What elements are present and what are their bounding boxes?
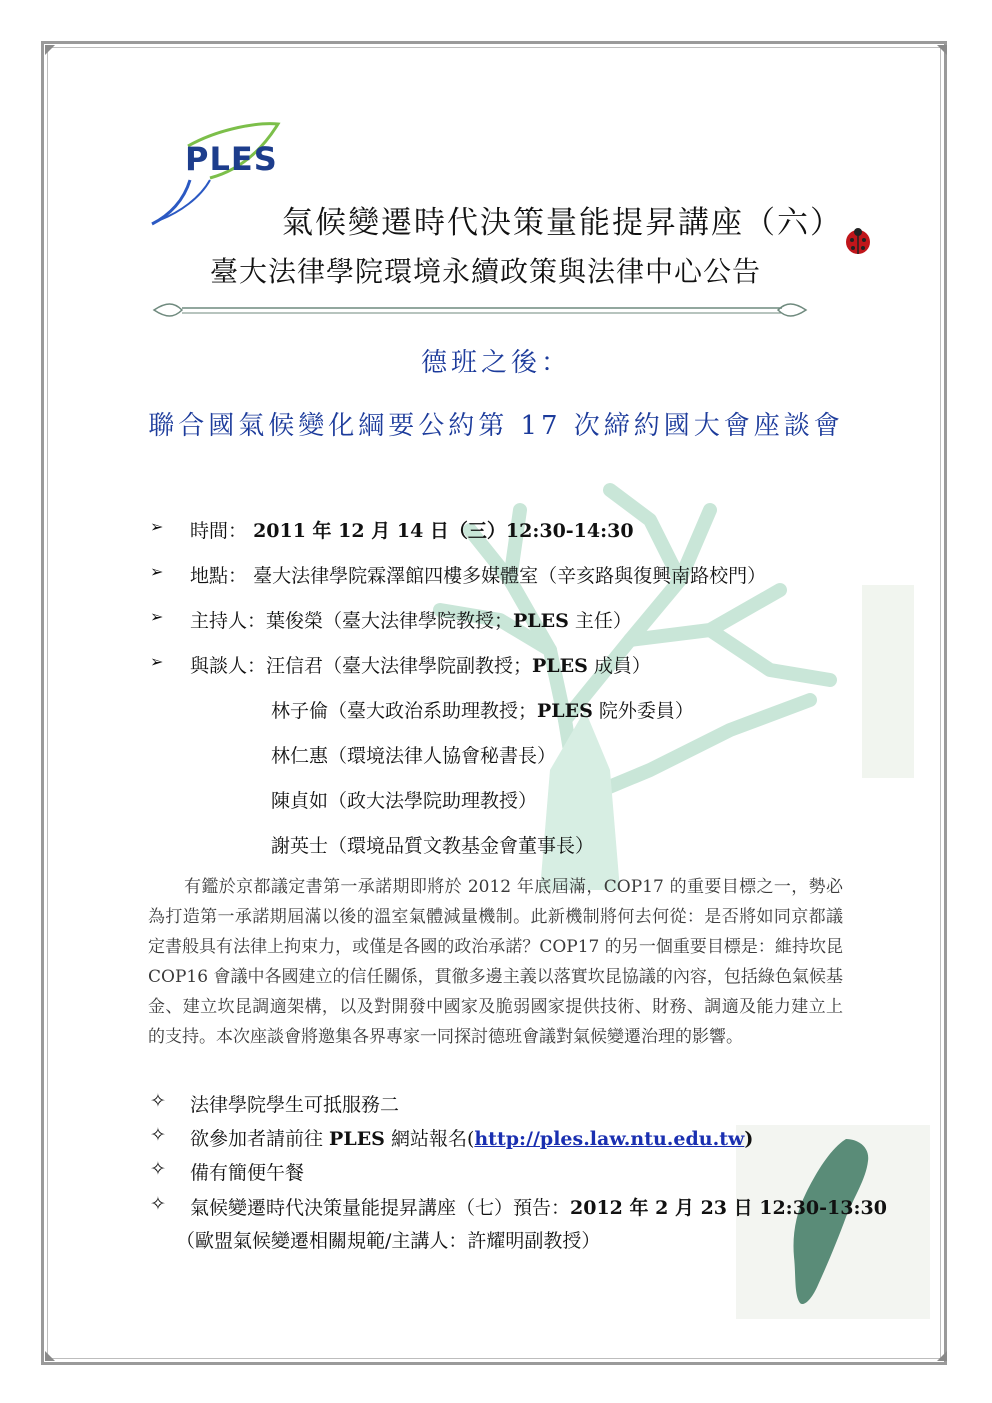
time-value: 2011 年 12 月 14 日（三）12:30-14:30 <box>253 520 634 542</box>
note-lunch: 備有簡便午餐 <box>190 1162 305 1184</box>
panelist-role: 成員） <box>587 655 651 677</box>
place-value: 臺大法律學院霖澤館四樓多媒體室（辛亥路與復興南路校門） <box>253 565 767 587</box>
lecture-series-title: 氣候變遷時代決策量能提昇講座（六） <box>282 205 843 241</box>
registration-org: PLES <box>329 1128 385 1150</box>
decorative-panel <box>862 585 914 778</box>
note-next-lecture <box>190 1193 887 1220</box>
panelist-org: PLES <box>532 655 588 677</box>
host-text: 主持人：葉俊榮（臺大法律學院教授； <box>190 610 514 632</box>
panelist-role: 院外委員） <box>592 700 694 722</box>
time-label: 時間： <box>190 520 248 542</box>
next-lecture-text: 氣候變遷時代決策量能提昇講座（七）預告： <box>190 1197 571 1219</box>
corner-ornament <box>937 45 947 55</box>
ornamental-divider <box>152 298 808 322</box>
registration-text: 欲參加者請前往 <box>190 1128 330 1150</box>
panelist-row-3: 林仁惠（環境法律人協會秘書長） <box>271 745 557 767</box>
panelist-row-2 <box>271 696 694 723</box>
host-role: 主任） <box>568 610 632 632</box>
arrow-bullet-icon: ➢ <box>150 562 164 581</box>
registration-link[interactable]: http://ples.law.ntu.edu.tw <box>474 1128 745 1150</box>
arrow-bullet-icon: ➢ <box>150 652 164 671</box>
ladybug-icon <box>844 228 872 256</box>
note-service: 法律學院學生可抵服務二 <box>190 1094 400 1116</box>
logo-text: PLES <box>185 140 278 178</box>
arrow-bullet-icon: ➢ <box>150 517 164 536</box>
panelist-org: PLES <box>537 700 593 722</box>
time-row <box>190 516 634 543</box>
event-title-line2: 聯合國氣候變化綱要公約第 17 次締約國大會座談會 <box>148 411 844 441</box>
description-paragraph: 有鑑於京都議定書第一承諾期即將於 2012 年底屆滿，COP17 的重要目標之一，勢必為打造第一承諾期屆滿以後的溫室氣體減量機制。此新機制將何去何從：是否將如同京都議定書般具有法律上拘束力，或僅是各國的政治承諾？COP17 的另一個重要目標是：維持坎昆 COP16 會議中各國建立的信任關係，貫徹多邊主義以落實坎昆協議的內容，包括綠色氣候基金、建立坎昆調適架構，以及對開發中國家及脆弱國家提供技術、財務、調適及能力建立上的支持。本次座談會將邀集各界專家一同探討德班會議對氣候變遷治理的影響。 <box>148 877 843 1047</box>
arrow-bullet-icon: ➢ <box>150 607 164 626</box>
host-org: PLES <box>513 610 569 632</box>
panelist-text: 林子倫（臺大政治系助理教授； <box>271 700 538 722</box>
corner-ornament <box>45 1351 55 1361</box>
next-lecture-topic: （歐盟氣候變遷相關規範/主講人：許耀明副教授） <box>176 1230 601 1252</box>
event-title-line1: 德班之後： <box>420 348 571 378</box>
panelist-row-4: 陳貞如（政大法學院助理教授） <box>271 790 538 812</box>
corner-ornament <box>937 1351 947 1361</box>
corner-ornament <box>45 45 55 55</box>
host-row <box>190 606 632 633</box>
panelist-row-5: 謝英士（環境品質文教基金會董事長） <box>271 835 595 857</box>
diamond-star-bullet-icon: ✧ <box>150 1124 166 1146</box>
place-row <box>190 561 766 588</box>
place-label: 地點： <box>190 565 248 587</box>
registration-text-mid: 網站報名( <box>384 1128 475 1150</box>
announcement-title: 臺大法律學院環境永續政策與法律中心公告 <box>210 255 762 288</box>
panelist-row-1 <box>190 651 651 678</box>
diamond-star-bullet-icon: ✧ <box>150 1158 166 1180</box>
next-lecture-date: 2012 年 2 月 23 日 12:30-13:30 <box>570 1197 887 1219</box>
taiwan-map-icon <box>784 1135 876 1310</box>
registration-paren: ) <box>744 1128 754 1150</box>
diamond-star-bullet-icon: ✧ <box>150 1193 166 1215</box>
diamond-star-bullet-icon: ✧ <box>150 1090 166 1112</box>
note-registration <box>190 1124 753 1151</box>
panelist-text: 與談人：汪信君（臺大法律學院副教授； <box>190 655 533 677</box>
